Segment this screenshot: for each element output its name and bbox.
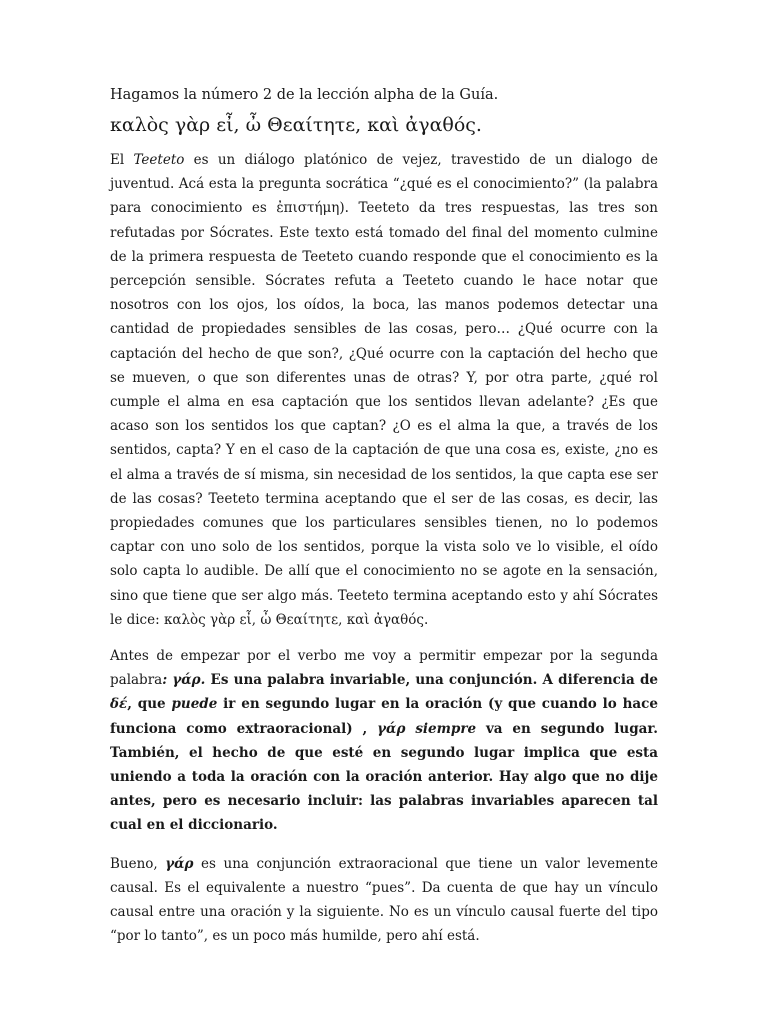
para2-bold4: va en segundo lugar. También, el hecho de que esté en segundo lugar implica que esta uniendo a toda la oración con la oración anterior. Hay algo que no dije antes, pero es necesario incluir: las palabras invariables aparecen tal cual en el diccionario.: [110, 720, 659, 834]
document-page: [110, 84, 658, 961]
para1-body: es un diálogo platónico de vejez, travestido de un dialogo de juventud. Acá esta la pregunta socrática “¿qué es el conocimiento?” (la palabra para conocimiento es ἐπιστήμη). Teeteto da tres respuestas, las tres son refutadas por Sócrates. Este texto está tomado del final del momento culmine de la primera respuesta de Teeteto cuando responde que el conocimiento es la percepción sensible. Sócrates refuta a Teeteto cuando le hace notar que nosotros con los ojos, los oídos, la boca, las manos podemos detectar una cantidad de propiedades sensibles de las cosas, pero… ¿Qué ocurre con la captación del hecho de que son?, ¿Qué ocurre con la captación del hecho que se mueven, o que son diferentes unas de otras? Y, por otra parte, ¿qué rol cumple el alma en esa captación que los sentidos llevan adelante? ¿Es que acaso son los sentidos los que captan? ¿O es el alma la que, a través de los sentidos, capta? Y en el caso de la captación de que una cosa es, existe, ¿no es el alma a través de sí misma, sin necesidad de los sentidos, la que capta ese ser de las cosas? Teeteto termina aceptando que el ser de las cosas, es decir, las propiedades comunes que los particulares sensibles tienen, no lo podemos captar con uno solo de los sentidos, porque la vista solo ve lo visible, el oído solo capta lo audible. De allí que el conocimiento no se agote en la sensación, sino que tiene que ser algo más. Teeteto termina aceptando esto y ahí Sócrates le dice: καλὸς γὰρ εἶ, ὦ Θεαίτητε, καὶ ἀγαθός.: [110, 152, 658, 628]
para2-space: [405, 721, 415, 737]
gar-third: γάρ: [165, 855, 194, 872]
puede-word: puede: [171, 696, 218, 713]
para1-start: El: [110, 152, 134, 168]
siempre-word: siempre: [415, 720, 477, 737]
para2-start: Antes de empezar por el verbo me voy a permitir empezar por la segunda palabra: [110, 648, 658, 689]
greek-title: καλὸς γὰρ εἶ, ὦ Θεαίτητε, καὶ ἀγαθός.: [110, 114, 482, 136]
para3-body: es una conjunción extraoracional que tiene un valor levemente causal. Es el equivalente a nuestro “pues”. Da cuenta de que hay un vínculo causal entre una oración y la siguiente. No es un vínculo causal fuerte del tipo “por lo tanto”, es un poco más humilde, pero ahí está.: [110, 855, 659, 945]
paragraph-gar-explanation: [110, 644, 658, 838]
intro-line: Hagamos la número 2 de la lección alpha de la Guía.: [110, 87, 499, 103]
para2-bold3: ir en segundo lugar en la oración (y que cuando lo hace funciona como extraoracional) ,: [110, 696, 658, 737]
de-word: δέ: [110, 696, 128, 713]
paragraph-pues: [110, 852, 658, 949]
para2-bold2: , que: [127, 696, 172, 713]
paragraph-teeteto: [110, 148, 658, 632]
gar-second: γάρ: [377, 720, 406, 737]
para2-bold1: Es una palabra invariable, una conjunción. A diferencia de: [205, 672, 658, 689]
teeteto-italic: Teeteto: [133, 152, 185, 168]
para3-start: Bueno,: [110, 855, 166, 872]
gar-first: : γάρ.: [162, 672, 206, 689]
